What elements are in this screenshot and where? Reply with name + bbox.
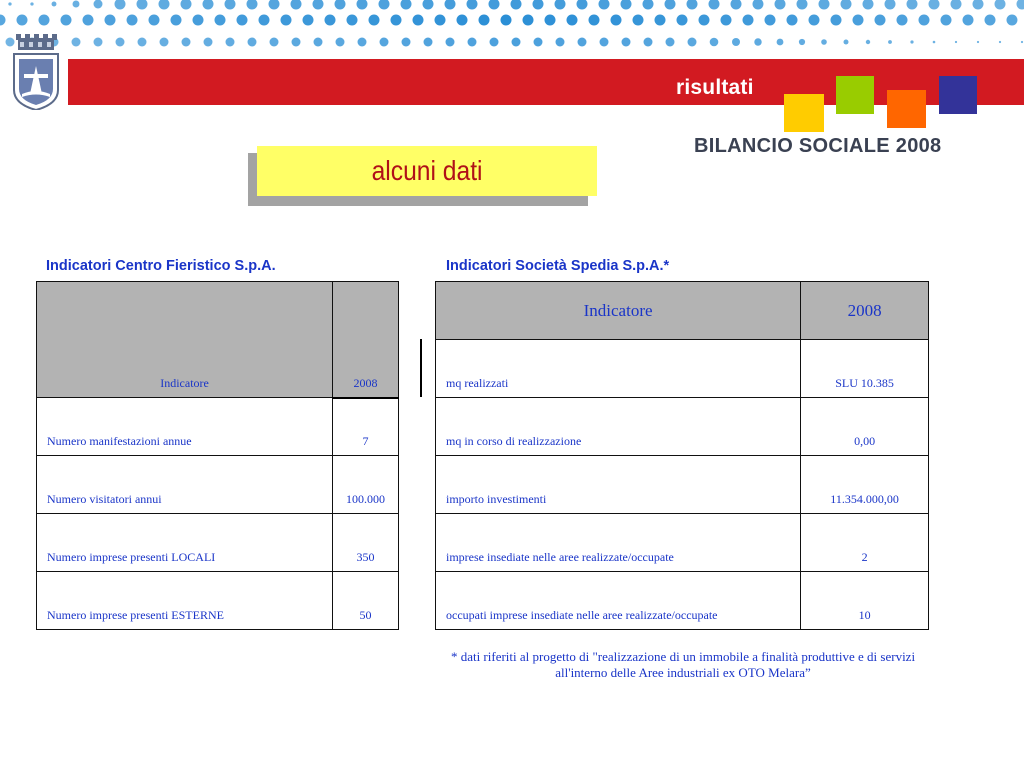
table-row	[37, 456, 399, 514]
decorative-dot	[699, 15, 710, 26]
right-row-label: mq in corso di realizzazione	[436, 398, 801, 456]
decorative-dot	[0, 15, 6, 26]
section-title: risultati	[676, 76, 754, 99]
decorative-dot	[171, 15, 182, 26]
decorative-dot	[445, 0, 456, 10]
decorative-dot	[314, 38, 323, 47]
decorative-dot	[599, 0, 610, 10]
decorative-dot	[643, 0, 654, 10]
decorative-dot	[754, 38, 761, 45]
decorative-dot	[357, 0, 368, 10]
decorative-dot	[753, 0, 764, 10]
color-squares-decoration	[784, 76, 984, 134]
decorative-dot	[621, 0, 632, 10]
decorative-dot	[831, 15, 842, 26]
decorative-dot	[787, 15, 798, 26]
decorative-dot	[688, 38, 697, 47]
decorative-dot	[269, 0, 280, 10]
right-row-value: 0,00	[801, 398, 929, 456]
decorative-dot	[127, 15, 138, 26]
slide-title-box	[257, 146, 597, 196]
right-row-value: SLU 10.385	[801, 340, 929, 398]
decorative-dot	[402, 38, 411, 47]
decorative-dot	[39, 15, 50, 26]
decorative-dot	[799, 39, 805, 45]
decorative-dot	[985, 15, 996, 26]
decorative-dot	[8, 2, 11, 5]
decorative-dot	[687, 0, 698, 10]
table-row	[37, 514, 399, 572]
decorative-dot	[159, 0, 170, 10]
decorative-dot	[523, 15, 534, 26]
decorative-dot	[226, 38, 235, 47]
decorative-dot	[721, 15, 732, 26]
decorative-dot	[347, 15, 358, 26]
decorative-dot	[710, 38, 719, 47]
decorative-dot	[203, 0, 214, 10]
left-indicators-table	[36, 281, 399, 630]
decorative-dot	[555, 0, 566, 10]
decorative-dot	[138, 38, 147, 47]
decorative-dot	[292, 38, 301, 47]
decorative-dot	[677, 15, 688, 26]
left-table-header	[37, 282, 399, 398]
decorative-dot	[291, 0, 302, 10]
left-row-value: 100.000	[333, 456, 399, 514]
decorative-dot	[182, 38, 191, 47]
decorative-dot	[313, 0, 324, 10]
decorative-dot	[809, 15, 820, 26]
right-header-year: 2008	[801, 282, 929, 340]
decorative-dot	[52, 2, 57, 7]
slide-title: alcuni dati	[371, 155, 483, 186]
decorative-dot	[897, 15, 908, 26]
decorative-dot	[137, 0, 148, 10]
decorative-dot	[567, 15, 578, 26]
decorative-dot	[644, 38, 653, 47]
decorative-dot	[941, 15, 952, 26]
decorative-dot	[907, 0, 918, 10]
decorative-dot	[577, 0, 588, 10]
decorative-dot	[490, 38, 499, 47]
table-row	[436, 398, 929, 456]
table-row	[436, 340, 929, 398]
decorative-dot	[149, 15, 160, 26]
report-title: BILANCIO SOCIALE 2008	[694, 135, 942, 157]
decorative-dot	[73, 1, 80, 8]
decorative-dot	[655, 15, 666, 26]
table-row	[37, 398, 399, 456]
decorative-dot	[237, 15, 248, 26]
decorative-dot	[379, 0, 390, 10]
decorative-dot	[765, 15, 776, 26]
decorative-dot	[116, 38, 125, 47]
square-navy	[939, 76, 977, 114]
decorative-dot	[933, 41, 936, 44]
decorative-dot	[215, 15, 226, 26]
right-table-header	[436, 282, 929, 340]
decorative-dot	[777, 39, 784, 46]
decorative-dot	[1021, 41, 1023, 43]
decorative-dot	[578, 38, 587, 47]
decorative-dot	[951, 0, 962, 10]
left-header-year: 2008	[333, 282, 399, 398]
table-row	[436, 456, 929, 514]
decorative-dot	[622, 38, 631, 47]
decorative-dot	[1017, 0, 1024, 10]
decorative-dot	[611, 15, 622, 26]
left-row-value: 350	[333, 514, 399, 572]
decorative-dot	[467, 0, 478, 10]
decorative-dot	[72, 38, 81, 47]
decorative-dot	[743, 15, 754, 26]
decorative-dot	[843, 39, 848, 44]
decorative-dot	[193, 15, 204, 26]
right-row-value: 2	[801, 514, 929, 572]
right-row-label: occupati imprese insediate nelle aree realizzate/occupate	[436, 572, 801, 630]
left-row-label: Numero visitatori annui	[37, 456, 333, 514]
decorative-dot	[534, 38, 543, 47]
decorative-dot	[225, 0, 236, 10]
right-row-label: mq realizzati	[436, 340, 801, 398]
left-table-caption: Indicatori Centro Fieristico S.p.A.	[46, 258, 276, 274]
decorative-dot	[511, 0, 522, 10]
decorative-dot	[325, 15, 336, 26]
decorative-dot	[731, 0, 742, 10]
decorative-dot	[435, 15, 446, 26]
decorative-dot	[424, 38, 433, 47]
decorative-dot	[369, 15, 380, 26]
decorative-dot	[423, 0, 434, 10]
decorative-dot	[446, 38, 455, 47]
right-row-label: importo investimenti	[436, 456, 801, 514]
decorative-dot	[468, 38, 477, 47]
decorative-dot	[94, 0, 103, 8]
decorative-dot	[181, 0, 192, 10]
decorative-dot	[30, 2, 33, 5]
table-row	[436, 514, 929, 572]
column-separator	[420, 339, 422, 397]
decorative-dot	[929, 0, 940, 10]
decorative-dot	[259, 15, 270, 26]
decorative-dot	[105, 15, 116, 26]
decorative-dot	[995, 0, 1006, 10]
left-row-label: Numero imprese presenti LOCALI	[37, 514, 333, 572]
decorative-dot	[501, 15, 512, 26]
left-row-value: 7	[333, 398, 399, 456]
decorative-dot	[841, 0, 852, 10]
decorative-dot	[556, 38, 565, 47]
right-row-label: imprese insediate nelle aree realizzate/occupate	[436, 514, 801, 572]
decorative-dot	[457, 15, 468, 26]
decorative-dot	[204, 38, 213, 47]
table-row	[37, 572, 399, 630]
decorative-dot	[160, 38, 169, 47]
decorative-dot	[17, 15, 28, 26]
decorative-dot	[732, 38, 740, 46]
decorative-dot	[61, 15, 72, 26]
decorative-dot	[797, 0, 808, 10]
decorative-dot	[489, 0, 500, 10]
decorative-dot	[589, 15, 600, 26]
right-header-indicator: Indicatore	[436, 282, 801, 340]
decorative-dot	[479, 15, 490, 26]
right-row-value: 11.354.000,00	[801, 456, 929, 514]
table-row	[436, 572, 929, 630]
decorative-dot	[709, 0, 720, 10]
decorative-dot	[391, 15, 402, 26]
left-row-value: 50	[333, 572, 399, 630]
decorative-dot	[335, 0, 346, 10]
decorative-dot	[413, 15, 424, 26]
footnote: * dati riferiti al progetto di "realizzazione di un immobile a finalità produttive e di servizi all'interno delle Aree industriali ex OTO Melara”	[450, 649, 916, 680]
decorative-dot	[853, 15, 864, 26]
decorative-dot	[633, 15, 644, 26]
decorative-dot	[270, 38, 279, 47]
decorative-dot	[875, 15, 886, 26]
decorative-dot	[358, 38, 367, 47]
decorative-dot	[401, 0, 412, 10]
decorative-dot	[545, 15, 556, 26]
decorative-dot	[666, 38, 675, 47]
decorative-dot	[888, 40, 892, 44]
decorative-dot	[910, 40, 913, 43]
square-green	[836, 76, 874, 114]
decorative-dot	[248, 38, 257, 47]
left-row-label: Numero imprese presenti ESTERNE	[37, 572, 333, 630]
square-orange	[887, 90, 926, 128]
decorative-dot	[999, 41, 1001, 43]
decorative-dot	[512, 38, 521, 47]
decorative-dot	[665, 0, 676, 10]
decorative-dot	[247, 0, 258, 10]
right-table-caption: Indicatori Società Spedia S.p.A.*	[446, 258, 670, 274]
decorative-dot	[919, 15, 930, 26]
right-indicators-table	[435, 281, 929, 630]
decorative-dot	[533, 0, 544, 10]
decorative-dot	[336, 38, 345, 47]
decorative-dot	[775, 0, 786, 10]
decorative-dot	[380, 38, 389, 47]
decorative-dot	[885, 0, 896, 10]
decorative-dot	[94, 38, 103, 47]
right-row-value: 10	[801, 572, 929, 630]
decorative-dot	[973, 0, 984, 10]
left-row-label: Numero manifestazioni annue	[37, 398, 333, 456]
decorative-dot	[955, 41, 957, 43]
decorative-dot	[977, 41, 979, 43]
decorative-dot	[115, 0, 126, 10]
decorative-dot	[83, 15, 94, 26]
square-yellow	[784, 94, 824, 132]
decorative-dots-band	[0, 0, 1024, 56]
decorative-dot	[281, 15, 292, 26]
decorative-dot	[963, 15, 974, 26]
decorative-dot	[1007, 15, 1018, 26]
city-crest-logo	[10, 34, 62, 110]
decorative-dot	[819, 0, 830, 10]
decorative-dot	[303, 15, 314, 26]
decorative-dot	[600, 38, 609, 47]
decorative-dot	[821, 39, 827, 45]
decorative-dot	[866, 40, 870, 44]
decorative-dot	[863, 0, 874, 10]
left-header-indicator: Indicatore	[37, 282, 333, 398]
